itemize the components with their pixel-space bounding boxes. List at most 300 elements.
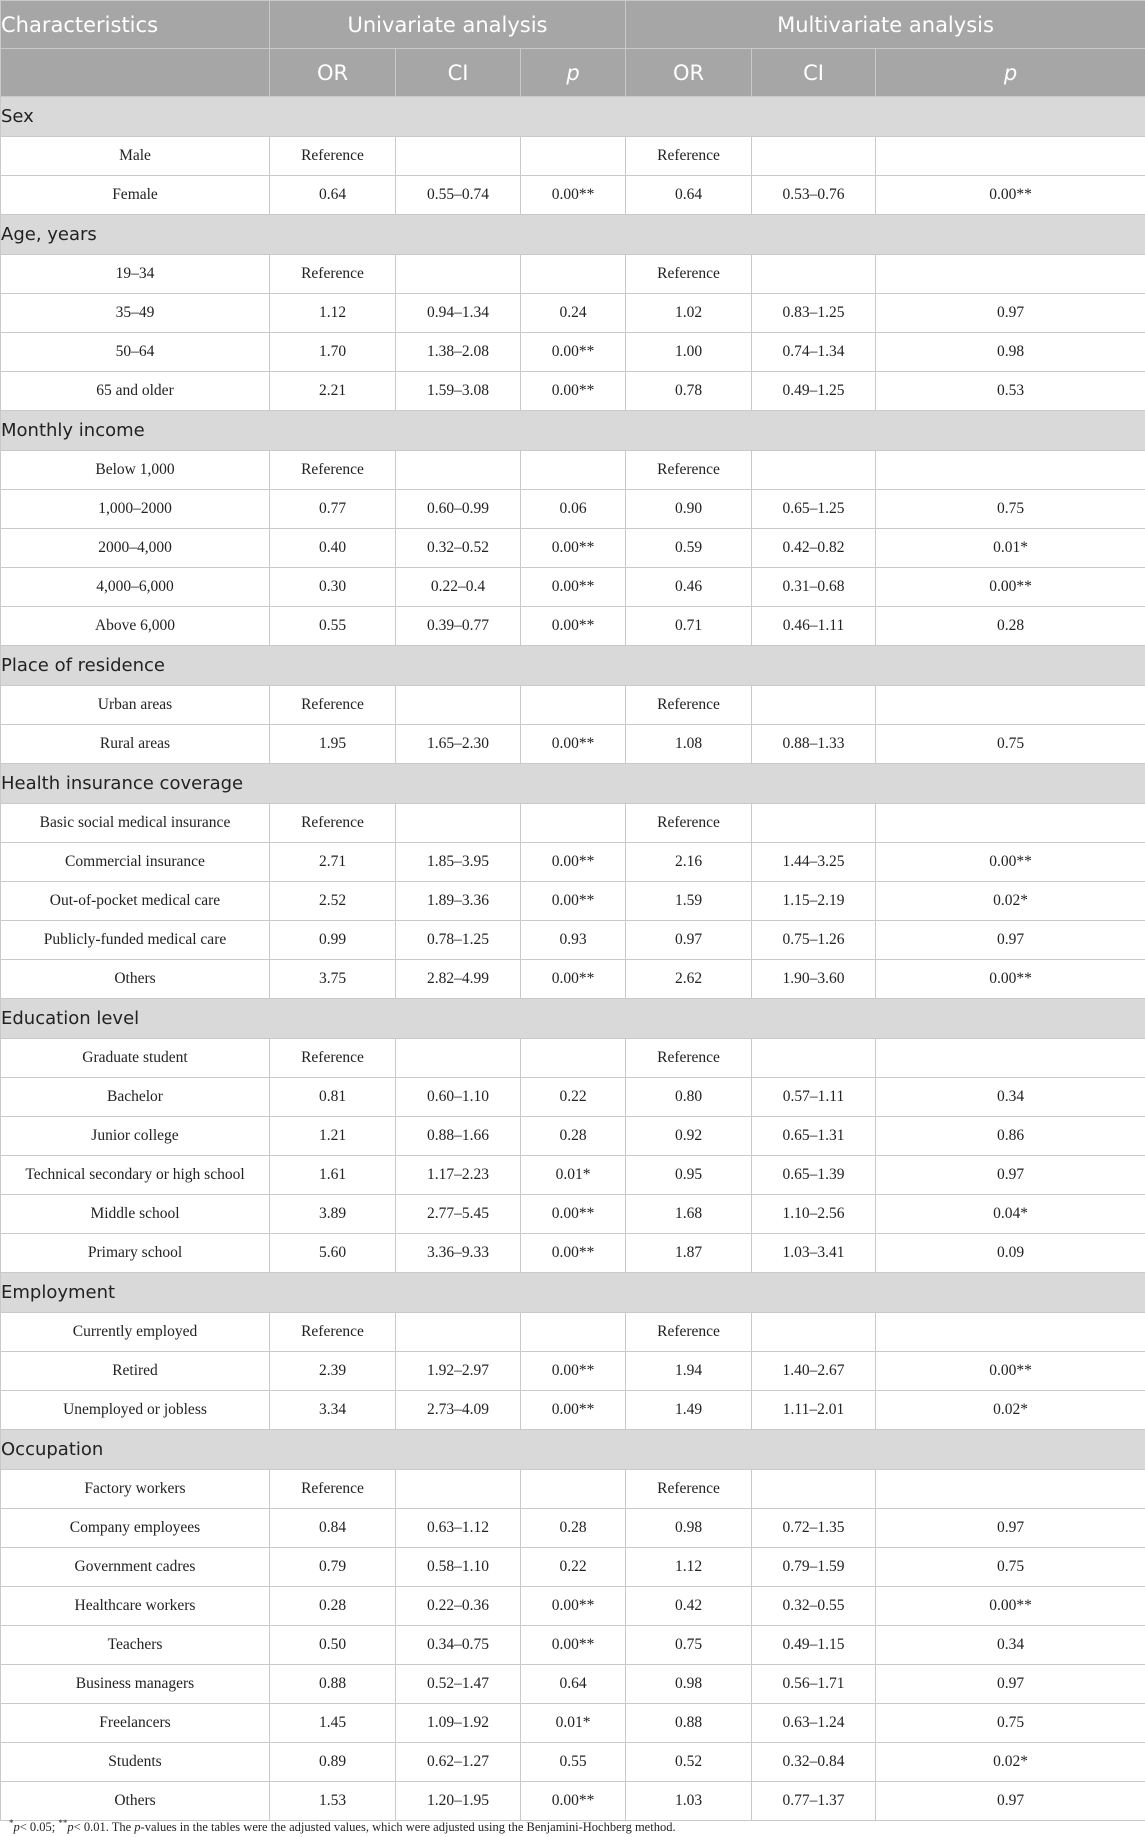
characteristic-cell: Technical secondary or high school	[1, 1156, 270, 1195]
table-row	[1, 1313, 1145, 1352]
uni-or-cell: 0.64	[270, 176, 396, 215]
uni-or-cell: 1.12	[270, 294, 396, 333]
uni-or-cell: 0.79	[270, 1548, 396, 1587]
table-row	[1, 1117, 1145, 1156]
characteristic-cell: Retired	[1, 1352, 270, 1391]
section-title: Health insurance coverage	[1, 764, 1145, 804]
characteristic-cell: Teachers	[1, 1626, 270, 1665]
multi-or-cell: Reference	[626, 1039, 752, 1078]
table-body	[1, 97, 1145, 1821]
table-row	[1, 529, 1145, 568]
characteristic-cell: Below 1,000	[1, 451, 270, 490]
multi-p-cell	[876, 1470, 1145, 1509]
multi-or-cell: 1.00	[626, 333, 752, 372]
header-uni-ci: CI	[396, 49, 521, 97]
uni-or-cell: 1.53	[270, 1782, 396, 1821]
multi-or-cell: 0.95	[626, 1156, 752, 1195]
uni-or-cell: 2.21	[270, 372, 396, 411]
multi-p-cell	[876, 686, 1145, 725]
multi-p-cell: 0.02*	[876, 1391, 1145, 1430]
uni-p-cell: 0.00**	[521, 1234, 626, 1273]
multi-or-cell: 2.62	[626, 960, 752, 999]
uni-ci-cell: 0.88–1.66	[396, 1117, 521, 1156]
table-row	[1, 843, 1145, 882]
footnote-mark-double: **	[58, 1818, 68, 1828]
characteristic-cell: Female	[1, 176, 270, 215]
multi-or-cell: 1.94	[626, 1352, 752, 1391]
multi-p-cell: 0.75	[876, 490, 1145, 529]
header-multivariate: Multivariate analysis	[626, 1, 1145, 49]
multi-or-cell: 1.08	[626, 725, 752, 764]
characteristic-cell: Unemployed or jobless	[1, 1391, 270, 1430]
table-row	[1, 960, 1145, 999]
table-row	[1, 1743, 1145, 1782]
table-row	[1, 176, 1145, 215]
uni-or-cell: Reference	[270, 255, 396, 294]
table-row	[1, 1391, 1145, 1430]
uni-ci-cell: 0.62–1.27	[396, 1743, 521, 1782]
uni-p-cell: 0.00**	[521, 1782, 626, 1821]
characteristic-cell: 4,000–6,000	[1, 568, 270, 607]
characteristic-cell: 50–64	[1, 333, 270, 372]
characteristic-cell: 65 and older	[1, 372, 270, 411]
uni-ci-cell	[396, 1470, 521, 1509]
uni-ci-cell: 0.58–1.10	[396, 1548, 521, 1587]
characteristic-cell: Male	[1, 137, 270, 176]
footnote-text-3: -values in the tables were the adjusted values, which were adjusted using the Benjamini-Hochberg method.	[140, 1820, 676, 1835]
multi-ci-cell: 1.10–2.56	[752, 1195, 876, 1234]
multi-ci-cell: 0.65–1.31	[752, 1117, 876, 1156]
uni-p-cell: 0.00**	[521, 529, 626, 568]
uni-ci-cell: 1.89–3.36	[396, 882, 521, 921]
characteristic-cell: 35–49	[1, 294, 270, 333]
multi-ci-cell: 1.11–2.01	[752, 1391, 876, 1430]
multi-p-cell: 0.97	[876, 921, 1145, 960]
uni-ci-cell: 1.59–3.08	[396, 372, 521, 411]
table-row	[1, 1352, 1145, 1391]
uni-p-cell: 0.01*	[521, 1156, 626, 1195]
header-characteristics: Characteristics	[1, 1, 270, 49]
multi-ci-cell: 0.63–1.24	[752, 1704, 876, 1743]
characteristic-cell: Factory workers	[1, 1470, 270, 1509]
multi-ci-cell	[752, 804, 876, 843]
header-multi-p: p	[876, 49, 1145, 97]
characteristic-cell: Business managers	[1, 1665, 270, 1704]
uni-ci-cell	[396, 1039, 521, 1078]
uni-p-cell: 0.01*	[521, 1704, 626, 1743]
table-row	[1, 1470, 1145, 1509]
multi-or-cell: Reference	[626, 255, 752, 294]
table-row	[1, 490, 1145, 529]
section-title: Employment	[1, 1273, 1145, 1313]
multi-p-cell: 0.53	[876, 372, 1145, 411]
uni-p-cell: 0.00**	[521, 843, 626, 882]
uni-p-cell: 0.22	[521, 1548, 626, 1587]
multi-or-cell: 0.98	[626, 1665, 752, 1704]
uni-p-cell: 0.00**	[521, 1352, 626, 1391]
multi-or-cell: 1.02	[626, 294, 752, 333]
multi-or-cell: 0.42	[626, 1587, 752, 1626]
multi-p-cell: 0.09	[876, 1234, 1145, 1273]
header-uni-or: OR	[270, 49, 396, 97]
multi-ci-cell	[752, 1039, 876, 1078]
uni-or-cell: Reference	[270, 451, 396, 490]
multi-ci-cell: 0.46–1.11	[752, 607, 876, 646]
uni-p-cell	[521, 686, 626, 725]
multi-ci-cell: 0.53–0.76	[752, 176, 876, 215]
multi-ci-cell: 0.42–0.82	[752, 529, 876, 568]
uni-p-cell: 0.00**	[521, 1195, 626, 1234]
characteristic-cell: Middle school	[1, 1195, 270, 1234]
characteristic-cell: Publicly-funded medical care	[1, 921, 270, 960]
section-title: Education level	[1, 999, 1145, 1039]
multi-ci-cell: 0.74–1.34	[752, 333, 876, 372]
table-row	[1, 686, 1145, 725]
multi-ci-cell	[752, 137, 876, 176]
multi-p-cell: 0.86	[876, 1117, 1145, 1156]
uni-or-cell: 0.89	[270, 1743, 396, 1782]
multi-ci-cell	[752, 1313, 876, 1352]
multi-or-cell: 0.59	[626, 529, 752, 568]
uni-or-cell: 0.84	[270, 1509, 396, 1548]
multi-p-cell: 0.00**	[876, 1352, 1145, 1391]
footnote-text-2: < 0.01. The	[73, 1820, 135, 1835]
uni-or-cell: 0.40	[270, 529, 396, 568]
table-row	[1, 725, 1145, 764]
section-row	[1, 646, 1145, 686]
multi-p-cell	[876, 804, 1145, 843]
multi-or-cell: Reference	[626, 1470, 752, 1509]
uni-or-cell: 1.61	[270, 1156, 396, 1195]
multi-or-cell: 0.64	[626, 176, 752, 215]
uni-ci-cell: 2.73–4.09	[396, 1391, 521, 1430]
multi-or-cell: Reference	[626, 451, 752, 490]
uni-p-cell	[521, 1039, 626, 1078]
uni-ci-cell	[396, 255, 521, 294]
uni-p-cell: 0.93	[521, 921, 626, 960]
multi-p-cell: 0.75	[876, 1704, 1145, 1743]
section-title: Age, years	[1, 215, 1145, 255]
multi-or-cell: 1.12	[626, 1548, 752, 1587]
header-multi-or: OR	[626, 49, 752, 97]
uni-p-cell	[521, 804, 626, 843]
multi-ci-cell: 0.49–1.25	[752, 372, 876, 411]
multi-p-cell: 0.28	[876, 607, 1145, 646]
multi-p-cell: 0.75	[876, 725, 1145, 764]
uni-or-cell: 0.50	[270, 1626, 396, 1665]
characteristic-cell: Government cadres	[1, 1548, 270, 1587]
uni-p-cell: 0.24	[521, 294, 626, 333]
footnote-text-1: < 0.05;	[19, 1820, 59, 1835]
uni-or-cell: 3.34	[270, 1391, 396, 1430]
multi-or-cell: 0.75	[626, 1626, 752, 1665]
multi-or-cell: 0.98	[626, 1509, 752, 1548]
multi-p-cell: 0.04*	[876, 1195, 1145, 1234]
table-row	[1, 607, 1145, 646]
multi-p-cell: 0.02*	[876, 1743, 1145, 1782]
multi-or-cell: 0.92	[626, 1117, 752, 1156]
uni-ci-cell: 0.34–0.75	[396, 1626, 521, 1665]
uni-or-cell: 2.52	[270, 882, 396, 921]
uni-ci-cell: 0.55–0.74	[396, 176, 521, 215]
multi-or-cell: 0.71	[626, 607, 752, 646]
uni-or-cell: 0.99	[270, 921, 396, 960]
table-row	[1, 1078, 1145, 1117]
uni-ci-cell: 3.36–9.33	[396, 1234, 521, 1273]
multi-p-cell: 0.00**	[876, 568, 1145, 607]
characteristic-cell: 2000–4,000	[1, 529, 270, 568]
multi-ci-cell: 0.56–1.71	[752, 1665, 876, 1704]
multi-or-cell: Reference	[626, 1313, 752, 1352]
header-univariate: Univariate analysis	[270, 1, 626, 49]
uni-p-cell: 0.22	[521, 1078, 626, 1117]
multi-ci-cell: 0.88–1.33	[752, 725, 876, 764]
characteristic-cell: Primary school	[1, 1234, 270, 1273]
uni-or-cell: 1.21	[270, 1117, 396, 1156]
uni-p-cell: 0.00**	[521, 568, 626, 607]
multi-ci-cell: 1.03–3.41	[752, 1234, 876, 1273]
uni-ci-cell: 1.20–1.95	[396, 1782, 521, 1821]
uni-or-cell: 0.77	[270, 490, 396, 529]
uni-p-cell: 0.06	[521, 490, 626, 529]
section-row	[1, 999, 1145, 1039]
characteristic-cell: Out-of-pocket medical care	[1, 882, 270, 921]
uni-ci-cell: 1.38–2.08	[396, 333, 521, 372]
uni-ci-cell: 0.94–1.34	[396, 294, 521, 333]
table-row	[1, 372, 1145, 411]
characteristic-cell: Junior college	[1, 1117, 270, 1156]
table-row	[1, 1195, 1145, 1234]
table-row	[1, 1704, 1145, 1743]
multi-p-cell: 0.97	[876, 1509, 1145, 1548]
multi-p-cell: 0.02*	[876, 882, 1145, 921]
characteristic-cell: Commercial insurance	[1, 843, 270, 882]
multi-ci-cell: 1.15–2.19	[752, 882, 876, 921]
uni-ci-cell	[396, 804, 521, 843]
section-title: Sex	[1, 97, 1145, 137]
uni-p-cell: 0.64	[521, 1665, 626, 1704]
table-row	[1, 1509, 1145, 1548]
table-row	[1, 294, 1145, 333]
uni-or-cell: 1.70	[270, 333, 396, 372]
header-uni-p: p	[521, 49, 626, 97]
characteristic-cell: Basic social medical insurance	[1, 804, 270, 843]
uni-p-cell: 0.00**	[521, 882, 626, 921]
uni-or-cell: 0.30	[270, 568, 396, 607]
uni-ci-cell	[396, 137, 521, 176]
characteristic-cell: 1,000–2000	[1, 490, 270, 529]
uni-or-cell: 0.88	[270, 1665, 396, 1704]
uni-p-cell: 0.00**	[521, 372, 626, 411]
table-row	[1, 137, 1145, 176]
uni-p-cell	[521, 1313, 626, 1352]
table-row	[1, 1156, 1145, 1195]
footnote-p-1: p	[13, 1820, 20, 1835]
multi-p-cell: 0.34	[876, 1626, 1145, 1665]
uni-or-cell: Reference	[270, 804, 396, 843]
table-row	[1, 1548, 1145, 1587]
uni-ci-cell: 0.22–0.36	[396, 1587, 521, 1626]
multi-or-cell: 0.90	[626, 490, 752, 529]
table-row	[1, 1782, 1145, 1821]
multi-ci-cell: 1.44–3.25	[752, 843, 876, 882]
multi-p-cell: 0.34	[876, 1078, 1145, 1117]
multi-p-cell: 0.00**	[876, 176, 1145, 215]
table-row	[1, 882, 1145, 921]
characteristic-cell: Company employees	[1, 1509, 270, 1548]
multi-p-cell: 0.97	[876, 294, 1145, 333]
multi-or-cell: 1.87	[626, 1234, 752, 1273]
uni-p-cell: 0.00**	[521, 960, 626, 999]
uni-or-cell: 5.60	[270, 1234, 396, 1273]
multi-p-cell: 0.00**	[876, 1587, 1145, 1626]
table-row	[1, 1665, 1145, 1704]
multi-ci-cell: 0.79–1.59	[752, 1548, 876, 1587]
multi-ci-cell: 0.32–0.84	[752, 1743, 876, 1782]
uni-p-cell: 0.00**	[521, 607, 626, 646]
multi-p-cell: 0.00**	[876, 960, 1145, 999]
table-row	[1, 568, 1145, 607]
uni-p-cell: 0.28	[521, 1117, 626, 1156]
multi-p-cell: 0.01*	[876, 529, 1145, 568]
uni-or-cell: 2.71	[270, 843, 396, 882]
characteristic-cell: Others	[1, 960, 270, 999]
uni-ci-cell: 0.22–0.4	[396, 568, 521, 607]
uni-p-cell	[521, 451, 626, 490]
multi-or-cell: Reference	[626, 137, 752, 176]
uni-ci-cell: 0.78–1.25	[396, 921, 521, 960]
uni-or-cell: 3.89	[270, 1195, 396, 1234]
uni-p-cell	[521, 137, 626, 176]
multi-ci-cell: 0.65–1.25	[752, 490, 876, 529]
multi-ci-cell	[752, 255, 876, 294]
multi-ci-cell: 1.40–2.67	[752, 1352, 876, 1391]
uni-or-cell: Reference	[270, 1470, 396, 1509]
section-row	[1, 1273, 1145, 1313]
section-row	[1, 411, 1145, 451]
uni-ci-cell	[396, 686, 521, 725]
multi-ci-cell: 0.57–1.11	[752, 1078, 876, 1117]
multi-p-cell: 0.00**	[876, 843, 1145, 882]
multi-or-cell: 1.03	[626, 1782, 752, 1821]
uni-or-cell: Reference	[270, 137, 396, 176]
multi-p-cell: 0.75	[876, 1548, 1145, 1587]
multi-or-cell: 0.80	[626, 1078, 752, 1117]
multi-p-cell	[876, 451, 1145, 490]
multi-ci-cell: 0.32–0.55	[752, 1587, 876, 1626]
header-multi-ci: CI	[752, 49, 876, 97]
table-row	[1, 1626, 1145, 1665]
characteristic-cell: Urban areas	[1, 686, 270, 725]
multi-ci-cell	[752, 686, 876, 725]
uni-ci-cell: 0.39–0.77	[396, 607, 521, 646]
multi-or-cell: 1.49	[626, 1391, 752, 1430]
multi-or-cell: Reference	[626, 686, 752, 725]
uni-ci-cell: 1.92–2.97	[396, 1352, 521, 1391]
characteristic-cell: Bachelor	[1, 1078, 270, 1117]
uni-ci-cell: 0.52–1.47	[396, 1665, 521, 1704]
characteristic-cell: Freelancers	[1, 1704, 270, 1743]
multi-p-cell: 0.97	[876, 1665, 1145, 1704]
multi-or-cell: 0.88	[626, 1704, 752, 1743]
uni-ci-cell	[396, 451, 521, 490]
uni-or-cell: 0.28	[270, 1587, 396, 1626]
characteristic-cell: Rural areas	[1, 725, 270, 764]
multi-p-cell	[876, 255, 1145, 294]
table-row	[1, 1039, 1145, 1078]
uni-p-cell: 0.00**	[521, 176, 626, 215]
uni-ci-cell: 1.65–2.30	[396, 725, 521, 764]
section-title: Monthly income	[1, 411, 1145, 451]
uni-or-cell: 0.81	[270, 1078, 396, 1117]
multi-ci-cell: 0.75–1.26	[752, 921, 876, 960]
uni-ci-cell	[396, 1313, 521, 1352]
characteristic-cell: Graduate student	[1, 1039, 270, 1078]
table-row	[1, 921, 1145, 960]
uni-or-cell: 0.55	[270, 607, 396, 646]
uni-p-cell	[521, 255, 626, 294]
characteristic-cell: 19–34	[1, 255, 270, 294]
multi-or-cell: 2.16	[626, 843, 752, 882]
multi-p-cell	[876, 1313, 1145, 1352]
uni-ci-cell: 2.77–5.45	[396, 1195, 521, 1234]
uni-p-cell: 0.00**	[521, 1587, 626, 1626]
uni-ci-cell: 0.63–1.12	[396, 1509, 521, 1548]
uni-ci-cell: 2.82–4.99	[396, 960, 521, 999]
multi-or-cell: 0.78	[626, 372, 752, 411]
uni-or-cell: 2.39	[270, 1352, 396, 1391]
multi-ci-cell	[752, 451, 876, 490]
uni-p-cell: 0.00**	[521, 1391, 626, 1430]
uni-ci-cell: 1.17–2.23	[396, 1156, 521, 1195]
multi-or-cell: 0.97	[626, 921, 752, 960]
multi-or-cell: 0.52	[626, 1743, 752, 1782]
uni-or-cell: Reference	[270, 686, 396, 725]
uni-or-cell: 1.95	[270, 725, 396, 764]
section-row	[1, 1430, 1145, 1470]
characteristic-cell: Healthcare workers	[1, 1587, 270, 1626]
multi-p-cell	[876, 137, 1145, 176]
characteristic-cell: Students	[1, 1743, 270, 1782]
multi-p-cell: 0.97	[876, 1782, 1145, 1821]
multi-ci-cell	[752, 1470, 876, 1509]
header-row-sub	[1, 49, 1145, 97]
table-row	[1, 255, 1145, 294]
characteristic-cell: Currently employed	[1, 1313, 270, 1352]
footnote-p-3: p	[134, 1820, 141, 1835]
footnote	[9, 1818, 676, 1835]
multi-p-cell	[876, 1039, 1145, 1078]
uni-ci-cell: 0.32–0.52	[396, 529, 521, 568]
section-row	[1, 764, 1145, 804]
multi-p-cell: 0.97	[876, 1156, 1145, 1195]
table-row	[1, 1234, 1145, 1273]
section-title: Place of residence	[1, 646, 1145, 686]
section-row	[1, 97, 1145, 137]
multi-or-cell: Reference	[626, 804, 752, 843]
uni-p-cell	[521, 1470, 626, 1509]
table-row	[1, 1587, 1145, 1626]
uni-p-cell: 0.00**	[521, 725, 626, 764]
multi-ci-cell: 0.77–1.37	[752, 1782, 876, 1821]
multi-p-cell: 0.98	[876, 333, 1145, 372]
multi-ci-cell: 0.31–0.68	[752, 568, 876, 607]
multi-or-cell: 1.68	[626, 1195, 752, 1234]
uni-ci-cell: 0.60–1.10	[396, 1078, 521, 1117]
multi-or-cell: 1.59	[626, 882, 752, 921]
uni-p-cell: 0.00**	[521, 333, 626, 372]
multi-ci-cell: 0.65–1.39	[752, 1156, 876, 1195]
